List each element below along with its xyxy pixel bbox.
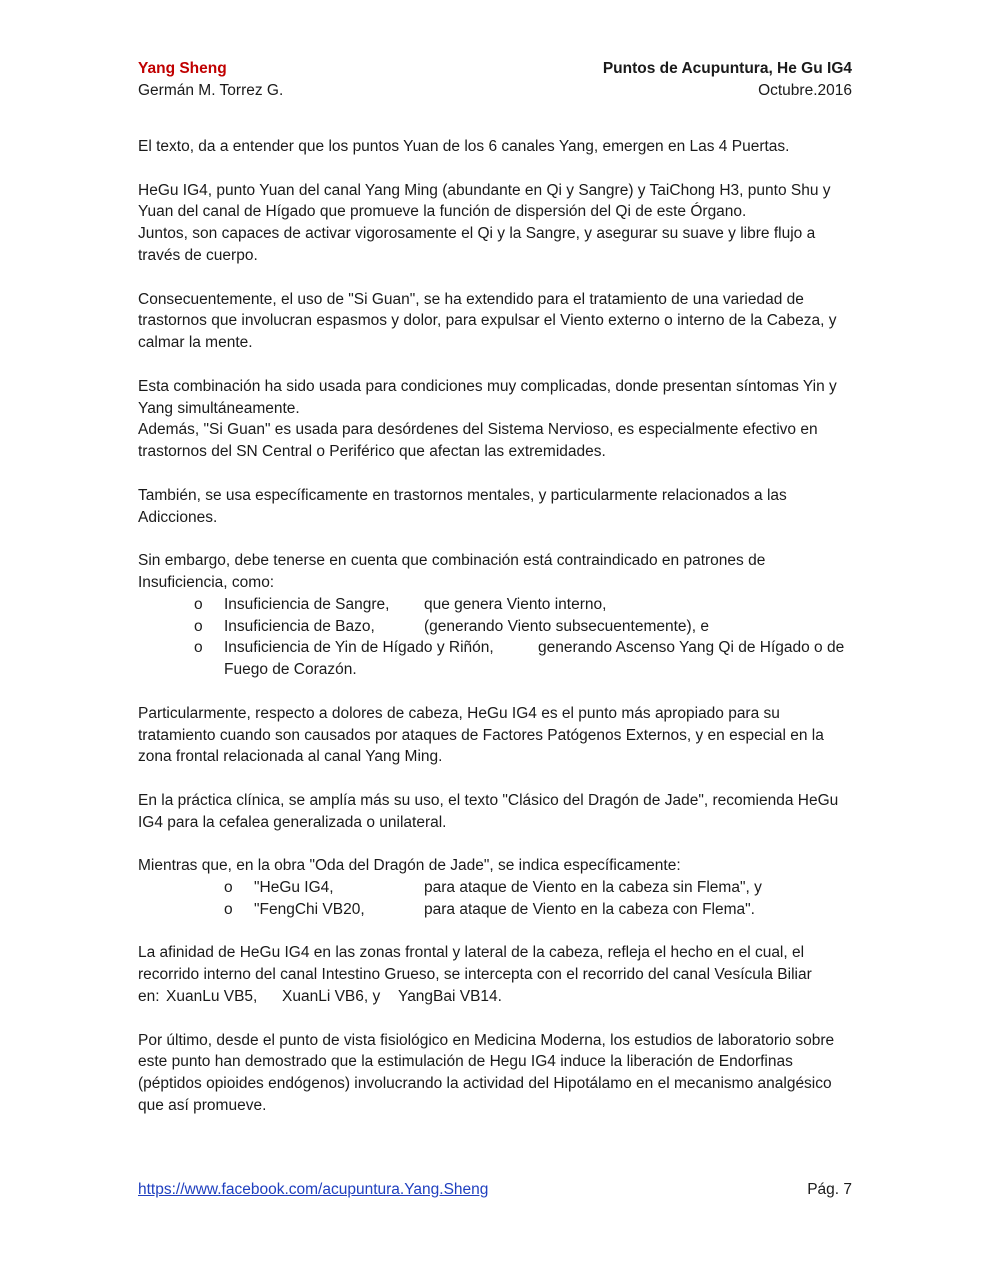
author-name: Germán M. Torrez G. [138, 82, 284, 99]
point-xuanlu: XuanLu VB5, [166, 988, 258, 1006]
paragraph-9: Mientras que, en la obra "Oda del Dragón de Jade", se indica específicamente: [138, 857, 681, 875]
paragraph-11: Por último, desde el punto de vista fisiológico en Medicina Moderna, los estudios de laboratorio sobre este punto han demostrado que la estimulación de Hegu IG4 induce la liberación de Endorfinas (péptidos opioides endógenos) involucrando la actividad del Hipotálamo en el mecanismo analgésico que así promueve. [138, 1031, 835, 1115]
facebook-link[interactable]: https://www.facebook.com/acupuntura.Yang.Sheng [138, 1181, 489, 1198]
list-item [138, 616, 854, 638]
paragraph-5: También, se usa específicamente en trastornos mentales, y particularmente relacionados a las Adicciones. [138, 486, 787, 526]
list-item-term: "HeGu IG4, [254, 879, 334, 897]
list-item [138, 877, 854, 899]
bullet-circle-icon: o [194, 595, 203, 613]
paragraph-7: Particularmente, respecto a dolores de cabeza, HeGu IG4 es el punto más apropiado para su tratamiento cuando son causados por ataques de Factores Patógenos Externos, y en especial en la zona frontal relacionada al canal Yang Ming. [138, 704, 824, 766]
document-body [138, 136, 854, 1139]
bullet-circle-icon: o [224, 879, 233, 897]
insufficiency-list [138, 594, 854, 681]
bullet-circle-icon: o [224, 900, 233, 918]
point-xuanli: XuanLi VB6, y [282, 988, 381, 1006]
list-item-term: "FengChi VB20, [254, 900, 365, 918]
page-number: Pág. 7 [807, 1181, 852, 1198]
point-yangbai: YangBai VB14. [398, 988, 502, 1006]
list-item-desc: para ataque de Viento en la cabeza sin Flema", y [424, 879, 762, 897]
paragraph-4b: Además, "Si Guan" es usada para desórdenes del Sistema Nervioso, es especialmente efectivo en trastornos del SN Central o Periférico que afectan las extremidades. [138, 421, 818, 461]
document-title: Puntos de Acupuntura, He Gu IG4 [602, 60, 852, 77]
paragraph-10-en: en: [138, 988, 160, 1006]
list-item-desc: (generando Viento subsecuentemente), e [424, 617, 709, 635]
list-item-desc: generando Ascenso Yang Qi de Hígado o de Fuego de Corazón. [224, 639, 845, 679]
paragraph-3: Consecuentemente, el uso de "Si Guan", se ha extendido para el tratamiento de una variedad de trastornos que involucran espasmos y dolor, para expulsar el Viento externo o interno de la Cabeza, y calmar la mente. [138, 290, 837, 352]
list-item [138, 899, 854, 921]
paragraph-10 [138, 942, 854, 1007]
paragraph-1: El texto, da a entender que los puntos Yuan de los 6 canales Yang, emergen en Las 4 Puertas. [138, 138, 790, 155]
document-date: Octubre.2016 [758, 82, 852, 99]
paragraph-6: Sin embargo, debe tenerse en cuenta que combinación está contraindicado en patrones de Insuficiencia, como: [138, 552, 766, 591]
list-item-term: Insuficiencia de Bazo, [224, 617, 375, 635]
list-item-desc: para ataque de Viento en la cabeza con Flema". [424, 900, 755, 918]
paragraph-8: En la práctica clínica, se amplía más su uso, el texto "Clásico del Dragón de Jade", recomienda HeGu IG4 para la cefalea generalizada o unilateral. [138, 791, 839, 831]
list-item-desc: que genera Viento interno, [424, 595, 607, 613]
jade-dragon-list [138, 877, 854, 921]
paragraph-4a: Esta combinación ha sido usada para condiciones muy complicadas, donde presentan síntomas Yin y Yang simultáneamente. [138, 377, 837, 417]
list-item [138, 594, 854, 616]
list-item [138, 637, 854, 681]
header-left [138, 58, 283, 102]
paragraph-10-text: La afinidad de HeGu IG4 en las zonas frontal y lateral de la cabeza, refleja el hecho en el cual, el recorrido interno del canal Intestino Grueso, se intercepta con el recorrido del canal Vesícula Biliar [138, 944, 812, 984]
paragraph-2b: Juntos, son capaces de activar vigorosamente el Qi y la Sangre, y asegurar su suave y libre flujo a través de cuerpo. [138, 225, 816, 264]
bullet-circle-icon: o [194, 639, 203, 657]
bullet-circle-icon: o [194, 617, 203, 635]
list-item-term: Insuficiencia de Yin de Hígado y Riñón, [224, 639, 494, 657]
brand-name: Yang Sheng [138, 60, 227, 77]
header-right [603, 58, 852, 102]
list-item-term: Insuficiencia de Sangre, [224, 595, 390, 613]
paragraph-2a: HeGu IG4, punto Yuan del canal Yang Ming (abundante en Qi y Sangre) y TaiChong H3, punto Shu y Yuan del canal de Hígado que promueve la función de dispersión del Qi de este Órgano. [138, 181, 831, 221]
